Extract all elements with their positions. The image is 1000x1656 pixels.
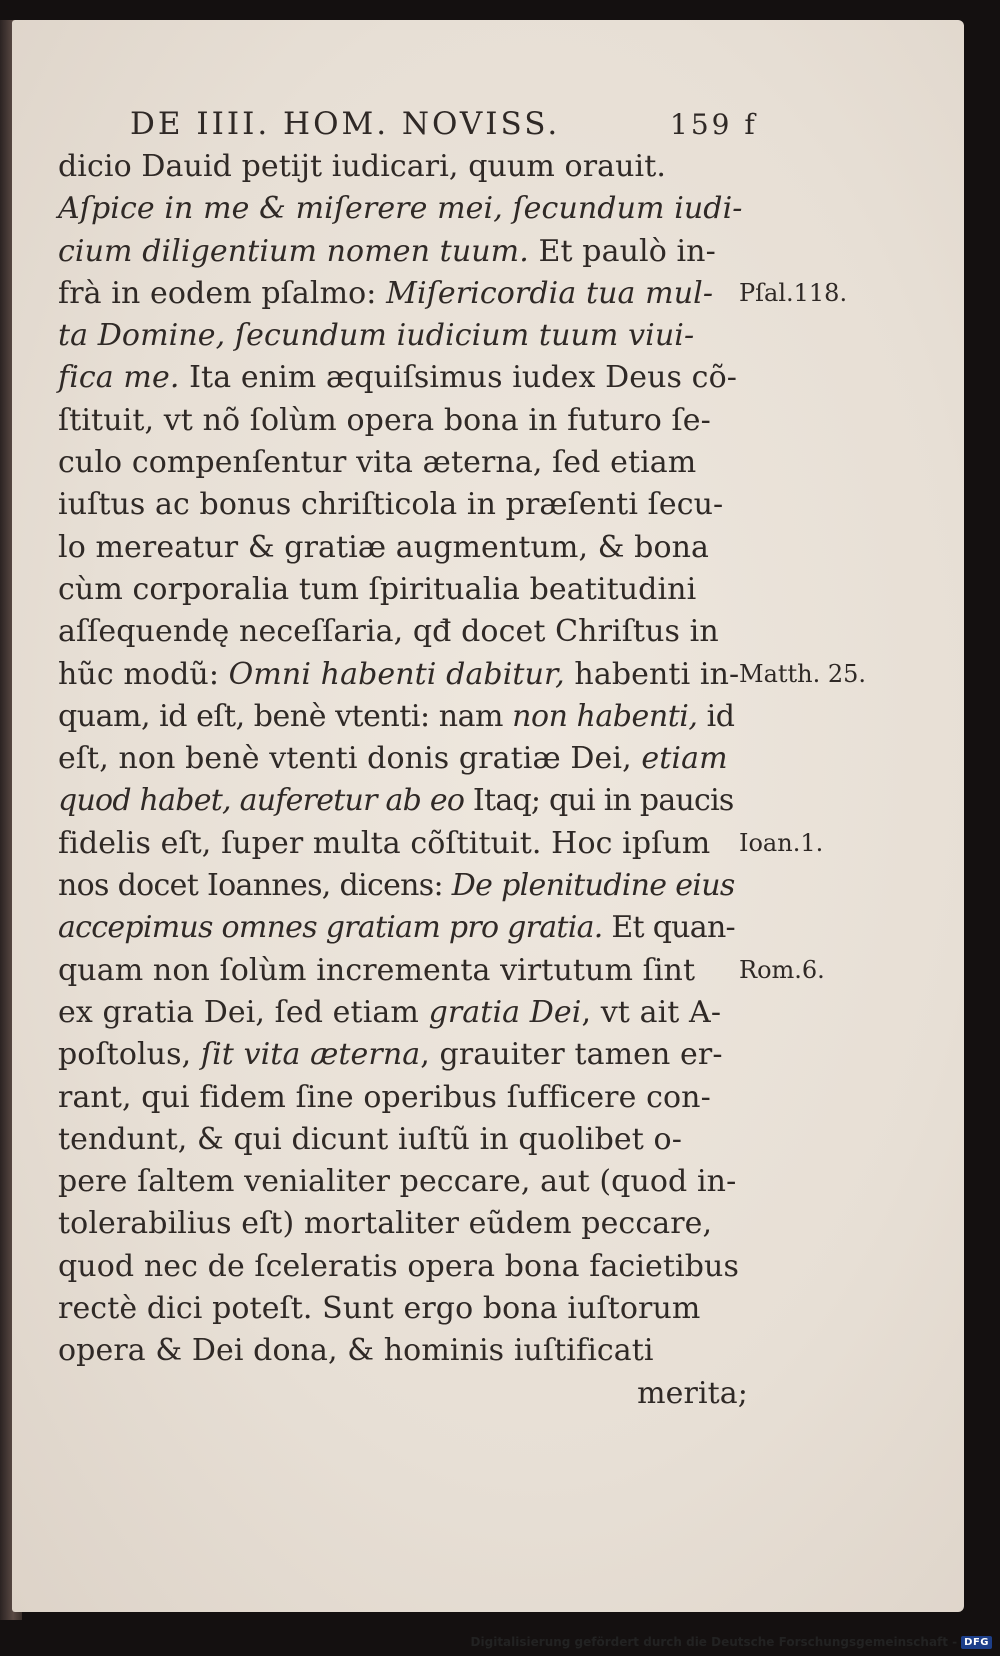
- text-run: hũc modũ:: [58, 656, 229, 692]
- text-line: [58, 780, 748, 822]
- text-run: id: [697, 698, 735, 734]
- text-line: [58, 1330, 748, 1372]
- text-line: [58, 527, 748, 569]
- italic-quotation: Aſpice in me & miſerere mei, ſecundum iudi-: [58, 191, 743, 227]
- text-line: [58, 1119, 748, 1161]
- margin-note: Rom.6.: [739, 955, 825, 984]
- text-run: culo compenſentur vita æterna, ſed etiam: [58, 445, 697, 481]
- text-run: quod nec de ſceleratis opera bona facietibus: [58, 1248, 739, 1284]
- text-line: [58, 1077, 748, 1119]
- italic-quotation: cium diligentium nomen tuum.: [58, 233, 529, 269]
- text-run: ſtituit, vt nõ ſolùm opera bona in futuro ſe-: [58, 402, 711, 438]
- text-line: [58, 146, 748, 188]
- italic-quotation: ta Domine, ſecundum iudicium tuum viui-: [58, 318, 695, 354]
- text-line: [58, 442, 748, 484]
- text-line: [58, 188, 748, 230]
- text-run: cùm corporalia tum ſpiritualia beatitudini: [58, 571, 697, 607]
- text-line: [58, 738, 748, 780]
- text-line: [58, 611, 748, 653]
- text-line: [58, 357, 748, 399]
- text-line: [58, 484, 748, 526]
- text-run: merita;: [637, 1375, 748, 1411]
- dfg-logo: DFG: [961, 1636, 992, 1649]
- text-run: quam non ſolùm incrementa virtutum ſint: [58, 952, 696, 988]
- italic-quotation: ſit vita æterna: [200, 1037, 421, 1073]
- italic-quotation: De plenitudine eius: [451, 868, 735, 904]
- margin-note: Pſal.118.: [739, 278, 848, 307]
- text-line: [58, 1034, 748, 1076]
- text-run: , grauiter tamen er-: [420, 1037, 723, 1073]
- text-run: aſſequendę neceſſaria, qđ docet Chriſtus in: [58, 614, 719, 650]
- text-run: habenti in-: [564, 656, 740, 692]
- text-run: dicio Dauid petijt iudicari, quum orauit.: [58, 149, 667, 184]
- text-line: [58, 865, 748, 907]
- text-run: nos docet Ioannes, dicens:: [58, 868, 452, 904]
- text-line: [58, 696, 748, 738]
- footer-credit-bar: [471, 1632, 992, 1652]
- text-run: rectè dici poteſt. Sunt ergo bona iuſtorum: [58, 1291, 701, 1327]
- text-run: , vt ait A-: [581, 994, 722, 1030]
- text-run: poſtolus,: [58, 1037, 201, 1073]
- text-line: [58, 1203, 748, 1245]
- text-run: Ita enim æquiſsimus iudex Deus cõ-: [179, 360, 737, 396]
- text-run: fidelis eſt, ſuper multa cõſtituit. Hoc ipſum: [58, 825, 711, 861]
- text-run: lo mereatur & gratiæ augmentum, & bona: [58, 529, 710, 565]
- text-run: opera & Dei dona, & hominis iuſtificati: [58, 1333, 654, 1369]
- italic-quotation: non habenti,: [512, 698, 698, 734]
- text-line: [58, 823, 748, 865]
- text-line: [58, 950, 748, 992]
- text-run: eſt, non benè vtenti donis gratiæ Dei,: [58, 741, 642, 777]
- text-run: Itaq; qui in paucis: [464, 783, 734, 819]
- margin-note: Matth. 25.: [739, 659, 867, 688]
- text-line: [58, 569, 748, 611]
- text-line: [58, 1246, 748, 1288]
- text-run: pere ſaltem venialiter peccare, aut (quod in-: [58, 1164, 737, 1200]
- text-run: tendunt, & qui dicunt iuſtũ in quolibet o-: [58, 1121, 682, 1157]
- text-run: Et quan-: [602, 910, 735, 946]
- body-text: [58, 146, 748, 1415]
- text-line: [58, 654, 748, 696]
- text-run: Et paulò in-: [528, 233, 716, 269]
- text-line: [58, 400, 748, 442]
- italic-quotation: gratia Dei: [428, 994, 582, 1030]
- book-page: [12, 20, 964, 1612]
- running-head: [58, 106, 758, 146]
- page-text-block: [58, 106, 758, 1415]
- footer-credit-text: Digitalisierung gefördert durch die Deutsche Forschungsgemeinschaft -: [470, 1635, 958, 1649]
- text-run: tolerabilius eſt) mortaliter eũdem peccare,: [58, 1206, 713, 1242]
- italic-quotation: fica me.: [58, 360, 180, 396]
- running-head-title: DE IIII. HOM. NOVISS.: [130, 106, 561, 142]
- text-line: [58, 1161, 748, 1203]
- italic-quotation: accepimus omnes gratiam pro gratia.: [58, 910, 603, 946]
- text-line: [58, 1373, 748, 1415]
- page-number: 159 f: [670, 108, 758, 141]
- text-line: [58, 907, 748, 949]
- text-line: [58, 273, 748, 315]
- text-line: [58, 992, 748, 1034]
- text-line: [58, 315, 748, 357]
- text-run: iuſtus ac bonus chriſticola in præſenti ſecu-: [58, 487, 724, 523]
- text-line: [58, 231, 748, 273]
- text-run: rant, qui fidem ſine operibus ſufficere con-: [58, 1079, 711, 1115]
- text-run: frà in eodem pſalmo:: [58, 275, 387, 311]
- italic-quotation: etiam: [641, 741, 728, 777]
- italic-quotation: quod habet, auferetur ab eo: [58, 783, 465, 819]
- margin-note: Ioan.1.: [739, 828, 824, 857]
- text-run: quam, id eſt, benè vtenti: nam: [58, 698, 513, 734]
- italic-quotation: Omni habenti dabitur,: [228, 656, 565, 692]
- text-line: [58, 1288, 748, 1330]
- italic-quotation: Miſericordia tua mul-: [386, 275, 714, 311]
- text-run: ex gratia Dei, ſed etiam: [58, 994, 429, 1030]
